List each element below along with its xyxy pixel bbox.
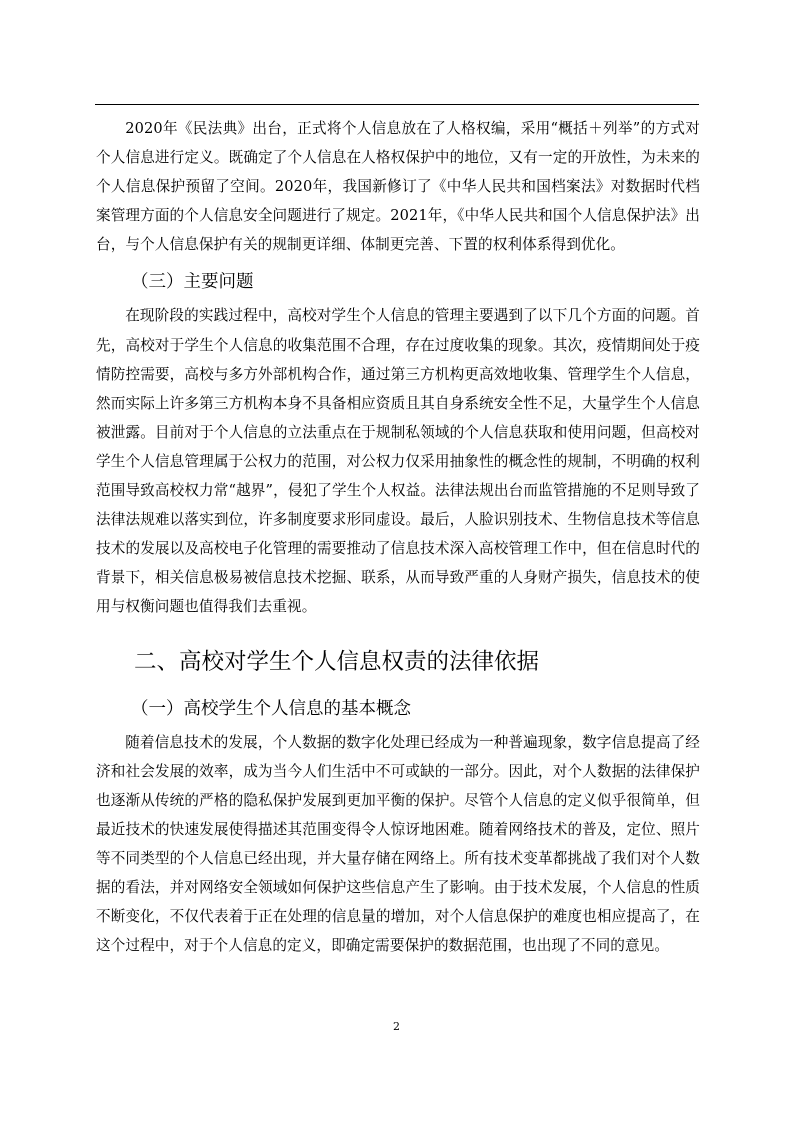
body-paragraph-civil-code: 2020年《民法典》出台，正式将个人信息放在了人格权编，采用“概括＋列举”的方式对个人信息进行定义。既确定了个人信息在人格权保护中的地位，又有一定的开放性，为未来的个人信息保护预留了空间。2020年，我国新修订了《中华人民共和国档案法》对数据时代档案管理方面的个人信息安全问题进行了规定。2021年，《中华人民共和国个人信息保护法》出台，与个人信息保护有关的规制更详细、体制更完善、下置的权利体系得到优化。	[96, 120, 700, 254]
body-paragraph-main-problems: 在现阶段的实践过程中，高校对学生个人信息的管理主要遇到了以下几个方面的问题。首先，高校对于学生个人信息的收集范围不合理，存在过度收集的现象。其次，疫情期间处于疫情防控需要，高校与多方外部机构合作，通过第三方机构更高效地收集、管理学生个人信息，然而实际上许多第三方机构本身不具备相应资质且其自身系统安全性不足，大量学生个人信息被泄露。目前对于个人信息的立法重点在于规制私领域的个人信息获取和使用问题，但高校对学生个人信息管理属于公权力的范围，对公权力仅采用抽象性的概念性的规制，不明确的权利范围导致高校权力常“越界”，侵犯了学生个人权益。法律法规出台而监管措施的不足则导致了法律法规难以落实到位，许多制度要求形同虚设。最后，人脸识别技术、生物信息技术等信息技术的发展以及高校电子化管理的需要推动了信息技术深入高校管理工作中，但在信息时代的背景下，相关信息极易被信息技术挖掘、联系，从而导致严重的人身财产损失，信息技术的使用与权衡问题也值得我们去重视。	[96, 307, 700, 616]
subsection-heading-basic-concept: （一）高校学生个人信息的基本概念	[131, 698, 411, 719]
body-paragraph-basic-concept: 随着信息技术的发展，个人数据的数字化处理已经成为一种普遍现象，数字信息提高了经济和社会发展的效率，成为当今人们生活中不可或缺的一部分。因此，对个人数据的法律保护也逐渐从传统的严格的隐私保护发展到更加平衡的保护。尽管个人信息的定义似乎很简单，但最近技术的快速发展使得描述其范围变得令人惊讶地困难。随着网络技术的普及，定位、照片等不同类型的个人信息已经出现，并大量存储在网络上。所有技术变革都挑战了我们对个人数据的看法，并对网络安全领域如何保护这些信息产生了影响。由于技术发展，个人信息的性质不断变化，不仅代表着于正在处理的信息量的增加，对个人信息保护的难度也相应提高了，在这个过程中，对于个人信息的定义，即确定需要保护的数据范围，也出现了不同的意见。	[96, 733, 700, 955]
subsection-heading-main-problems: （三）主要问题	[131, 272, 254, 293]
page-number: 2	[393, 1020, 400, 1033]
page-content	[96, 114, 700, 960]
header-rule	[95, 104, 699, 105]
section-heading-legal-basis: 二、高校对学生个人信息权责的法律依据	[134, 648, 540, 675]
